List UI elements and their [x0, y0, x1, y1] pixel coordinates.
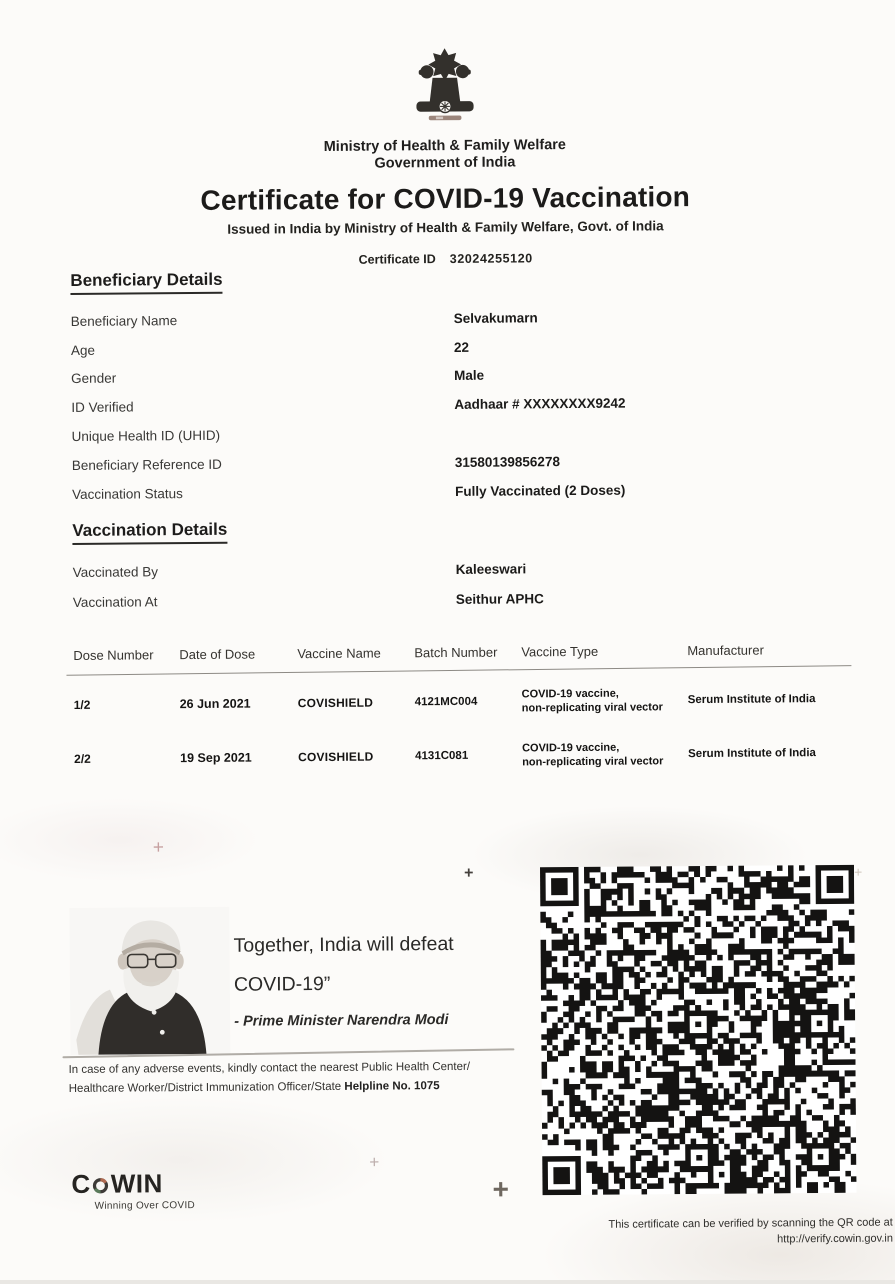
qr-code — [540, 865, 857, 1195]
field-value: Aadhaar # XXXXXXXX9242 — [454, 395, 626, 413]
field-vaccination-at — [73, 581, 851, 617]
cowin-wordmark — [71, 1168, 195, 1200]
field-value: Selvakumarn — [453, 310, 538, 326]
adverse-events-note — [69, 1058, 509, 1099]
registration-mark: + — [369, 1152, 380, 1172]
field-label: Beneficiary Reference ID — [71, 456, 222, 473]
field-label: Vaccinated By — [72, 563, 159, 580]
field-label: Beneficiary Name — [70, 313, 178, 329]
ministry-name: Ministry of Health & Family Welfare — [323, 137, 567, 155]
beneficiary-details-heading: Beneficiary Details — [70, 270, 222, 295]
dose-table-header — [66, 642, 851, 663]
cell-dose-number: 1/2 — [73, 697, 91, 712]
col-vaccine-name: Vaccine Name — [297, 645, 381, 662]
quote-line-2: COVID-19” — [233, 972, 331, 996]
quote-attribution: - Prime Minister Narendra Modi — [234, 1012, 449, 1030]
adverse-line-2: Healthcare Worker/District Immunization Officer/State — [68, 1080, 345, 1095]
field-value — [455, 430, 850, 433]
verify-note — [513, 1215, 893, 1250]
table-rule — [66, 665, 851, 676]
pm-modi-photo — [69, 907, 230, 1055]
cowin-globe-icon — [92, 1177, 110, 1195]
registration-mark: + — [492, 1173, 510, 1205]
field-value: 31580139856278 — [454, 453, 560, 470]
vaccination-details-heading: Vaccination Details — [72, 520, 227, 545]
cell-date-of-dose: 19 Sep 2021 — [180, 750, 252, 766]
field-value: Kaleeswari — [455, 560, 527, 577]
cell-batch-number: 4121MC004 — [414, 695, 478, 709]
cowin-letter-c: C — [71, 1168, 91, 1199]
cowin-tagline: Winning Over COVID — [94, 1200, 196, 1212]
col-dose-number: Dose Number — [73, 647, 154, 663]
field-value: Fully Vaccinated (2 Doses) — [454, 482, 626, 499]
cell-date-of-dose: 26 Jun 2021 — [179, 696, 251, 712]
helpline-number: Helpline No. 1075 — [344, 1080, 440, 1093]
vaccination-fields — [73, 551, 851, 617]
field-vaccination-status — [72, 474, 850, 509]
field-label: Gender — [71, 371, 117, 387]
dose-table — [66, 642, 852, 782]
adverse-line-1: In case of any adverse events, kindly contact the nearest Public Health Center/ — [68, 1060, 471, 1076]
quote-line-1: Together, India will defeat — [233, 932, 454, 957]
cell-batch-number: 4131C081 — [415, 749, 469, 763]
cowin-logo — [71, 1168, 195, 1212]
field-value: 22 — [453, 339, 469, 355]
field-label: Vaccination Status — [71, 485, 183, 502]
cowin-letters-win: WIN — [110, 1168, 163, 1199]
cell-manufacturer: Serum Institute of India — [687, 693, 816, 707]
verify-line-1: This certificate can be verified by scanning the QR code at — [608, 1216, 893, 1231]
campaign-quote — [233, 924, 524, 1029]
vaccination-details-section — [72, 515, 851, 617]
registration-mark: + — [463, 864, 474, 882]
cell-dose-number: 2/2 — [74, 751, 91, 766]
cell-vaccine-name: COVISHIELD — [298, 749, 374, 765]
field-label: Vaccination At — [72, 593, 158, 610]
beneficiary-details-section — [70, 265, 850, 509]
beneficiary-fields — [71, 301, 851, 509]
certificate-subtitle: Issued in India by Ministry of Health & Family Welfare, Govt. of India — [227, 218, 664, 237]
col-manufacturer: Manufacturer — [687, 642, 764, 659]
national-emblem-icon — [398, 38, 491, 137]
col-date-of-dose: Date of Dose — [179, 646, 256, 663]
field-label: Unique Health ID (UHID) — [71, 427, 221, 445]
field-label: ID Verified — [71, 399, 134, 416]
table-row — [67, 730, 852, 782]
field-label: Age — [70, 342, 96, 358]
registration-mark: + — [853, 863, 863, 880]
certificate-header — [0, 34, 893, 269]
cell-vaccine-name: COVISHIELD — [297, 695, 374, 711]
cell-manufacturer: Serum Institute of India — [688, 747, 816, 761]
field-value: Seithur APHC — [455, 590, 544, 607]
field-value: Male — [454, 368, 485, 384]
certificate-id-value: 32024255120 — [449, 251, 533, 266]
cell-vaccine-type: COVID-19 vaccine, non-replicating viral vector — [522, 741, 664, 769]
table-row — [67, 676, 852, 728]
dose-table-body — [67, 676, 853, 782]
certificate-title: Certificate for COVID-19 Vaccination — [200, 181, 691, 216]
col-vaccine-type: Vaccine Type — [521, 643, 599, 660]
government-name: Government of India — [374, 154, 516, 172]
certificate-id-label: Certificate ID — [358, 252, 436, 267]
verify-line-2: http://verify.cowin.gov.in — [777, 1232, 893, 1246]
cell-vaccine-type: COVID-19 vaccine, non-replicating viral vector — [521, 687, 663, 715]
col-batch-number: Batch Number — [414, 644, 498, 661]
registration-mark: + — [152, 837, 165, 859]
